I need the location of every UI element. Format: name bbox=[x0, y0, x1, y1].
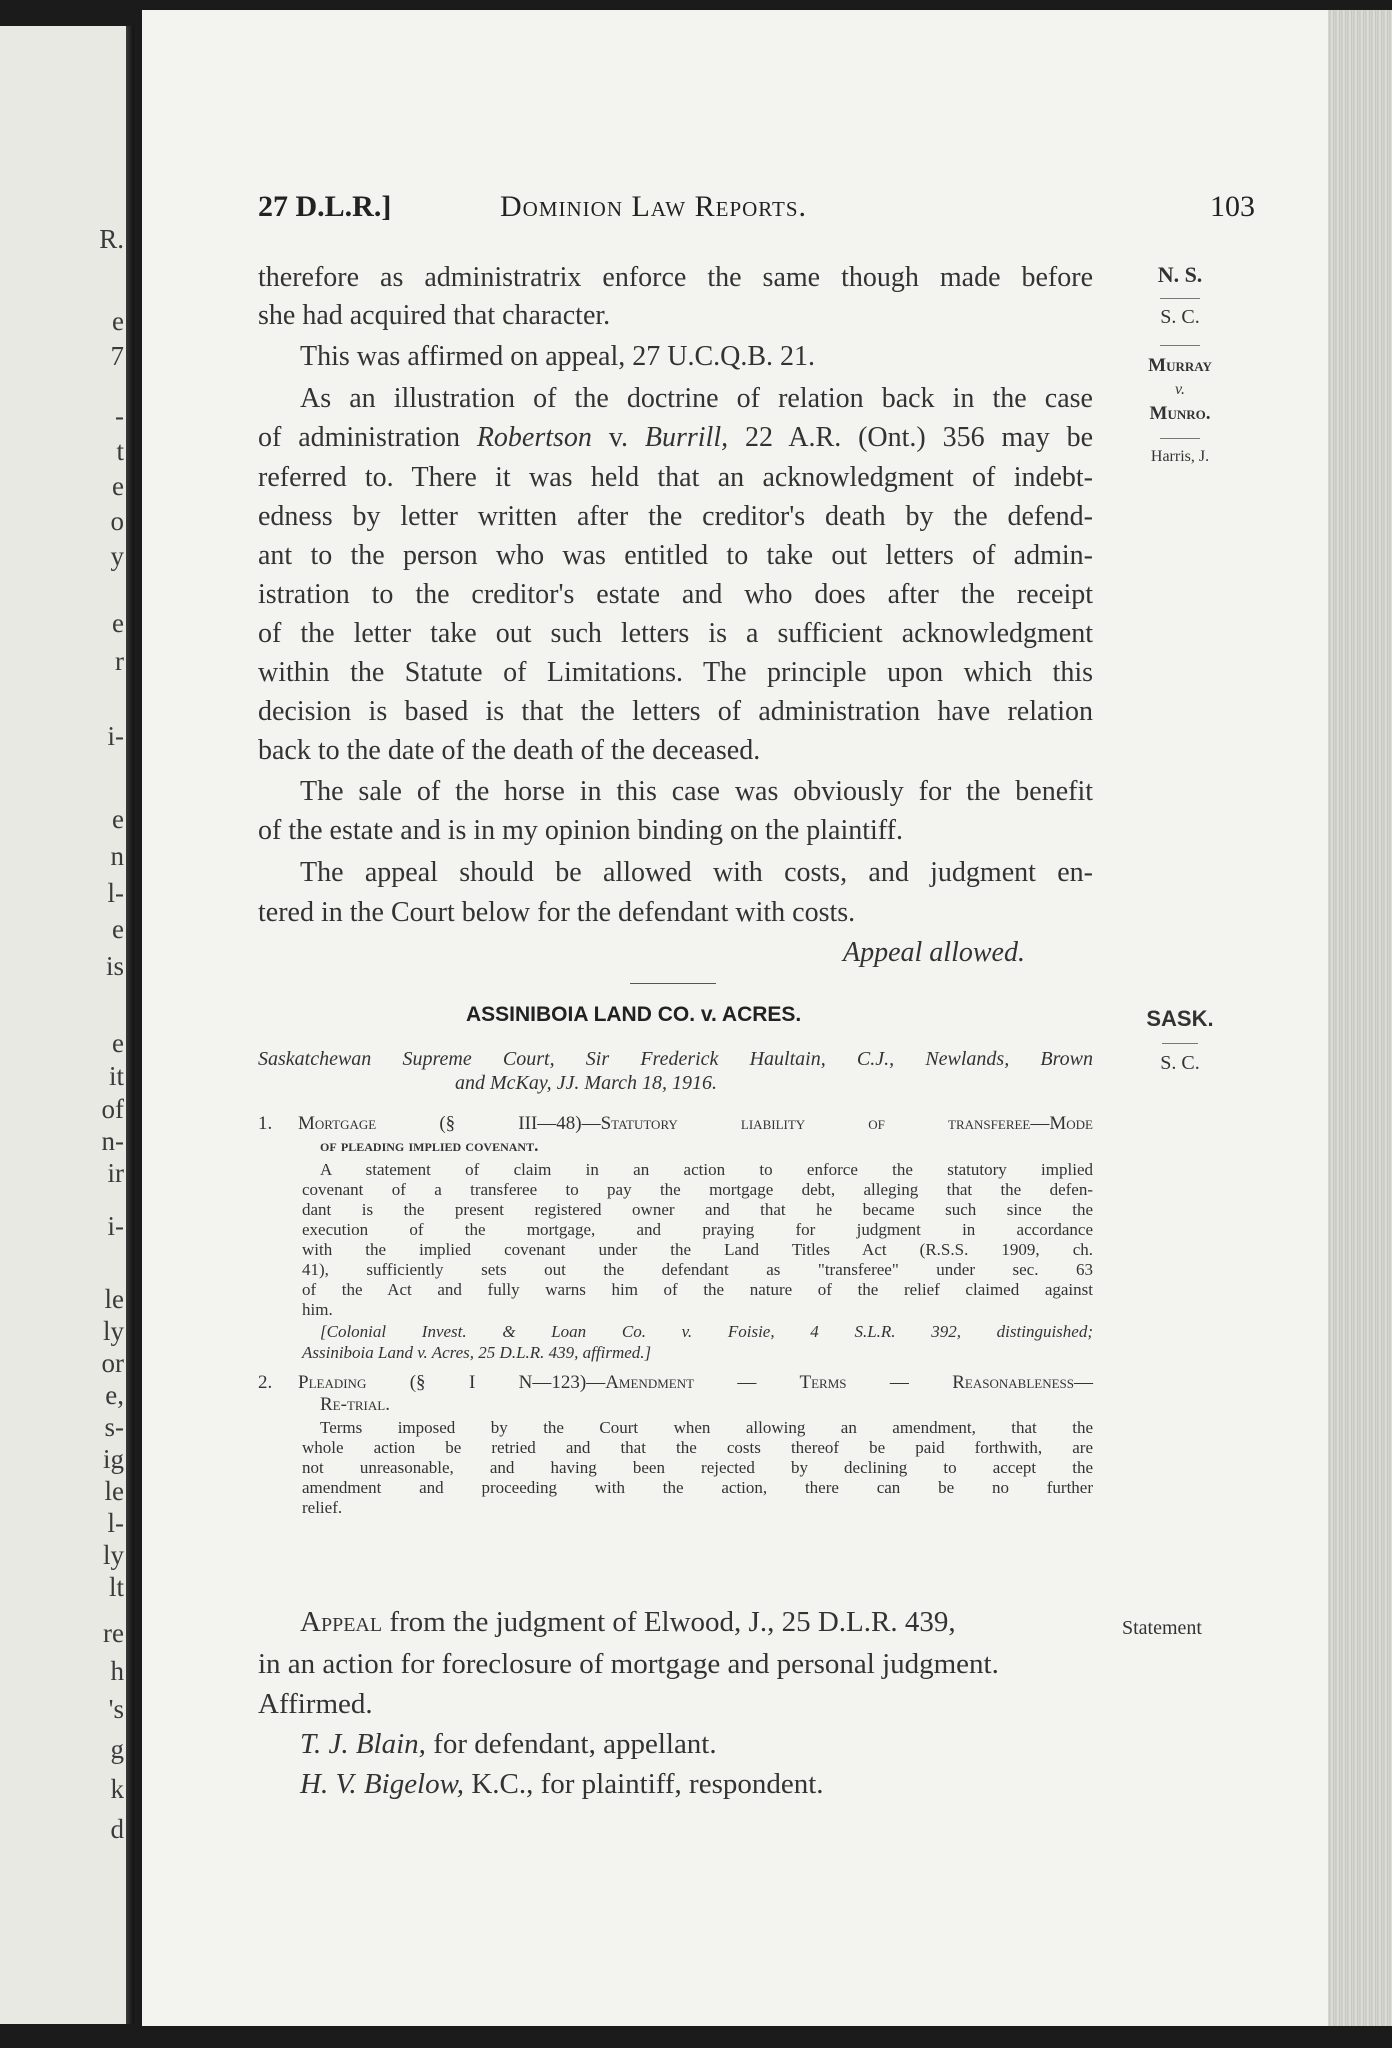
headnote-line: him. bbox=[302, 1300, 333, 1319]
headnote-number: 1. bbox=[258, 1113, 273, 1134]
headnote-line: whole action be retried and that the costs thereof be paid forthwith, are bbox=[302, 1438, 1093, 1457]
body-line: ant to the person who was entitled to take out letters of admin- bbox=[258, 540, 1093, 571]
sidebar-court: S. C. bbox=[1160, 306, 1200, 328]
headnote-line: dant is the present registered owner and that he became such since the bbox=[302, 1200, 1093, 1219]
body-line: istration to the creditor's estate and who does after the receipt bbox=[258, 579, 1093, 610]
sidebar-party1: Murray bbox=[1148, 355, 1212, 376]
counsel-role: K.C., for plaintiff, respondent. bbox=[464, 1768, 824, 1800]
body-line: referred to. There it was held that an acknowledgment of indebt- bbox=[258, 462, 1093, 493]
headnote-number: 2. bbox=[258, 1372, 273, 1393]
citation-suffix: 22 A.R. (Ont.) 356 may be bbox=[728, 422, 1093, 453]
left-fragment: l- bbox=[107, 1508, 124, 1538]
sidebar-province-sask: SASK. bbox=[1146, 1006, 1214, 1031]
headnote-heading: Re-trial. bbox=[320, 1394, 390, 1415]
body-line: decision is based is that the letters of administration have relation bbox=[258, 696, 1093, 727]
case-name2: Burrill, bbox=[644, 422, 729, 453]
left-fragment: e, bbox=[105, 1380, 124, 1410]
counsel-role: for defendant, appellant. bbox=[425, 1728, 717, 1760]
header-title: Dominion Law Reports. bbox=[500, 190, 808, 223]
body-line: edness by letter written after the creditor's death by the defend- bbox=[258, 501, 1093, 532]
statement-line: in an action for foreclosure of mortgage and personal judgment. bbox=[258, 1648, 999, 1680]
headnote-line: covenant of a transferee to pay the mortgage debt, alleging that the defen- bbox=[302, 1180, 1093, 1199]
left-fragment: it bbox=[108, 1061, 124, 1091]
left-fragment: h bbox=[110, 1656, 124, 1686]
sidebar-rule bbox=[1160, 438, 1200, 439]
case-name: Robertson bbox=[476, 422, 592, 453]
case-title: ASSINIBOIA LAND CO. v. ACRES. bbox=[466, 1003, 802, 1026]
headnote-citation: [Colonial Invest. & Loan Co. v. Foisie, 4 S.L.R. 392, distinguished; bbox=[320, 1322, 1093, 1341]
headnote-line: Terms imposed by the Court when allowing an amendment, that the bbox=[320, 1418, 1093, 1437]
left-fragment: y bbox=[110, 541, 124, 571]
body-line: This was affirmed on appeal, 27 U.C.Q.B. 21. bbox=[300, 341, 816, 372]
statement-line bbox=[300, 1606, 956, 1639]
left-fragment: ly bbox=[102, 1316, 124, 1346]
headnote-line: A statement of claim in an action to enforce the statutory implied bbox=[320, 1160, 1093, 1179]
sidebar-rule bbox=[1162, 1043, 1198, 1044]
headnote-line: with the implied covenant under the Land Titles Act (R.S.S. 1909, ch. bbox=[302, 1240, 1093, 1259]
headnote-citation: Assiniboia Land v. Acres, 25 D.L.R. 439, affirmed.] bbox=[302, 1343, 652, 1362]
left-fragment: lt bbox=[108, 1572, 124, 1602]
left-fragment: le bbox=[104, 1476, 124, 1506]
body-line: tered in the Court below for the defendant with costs. bbox=[258, 897, 856, 928]
left-fragment: r bbox=[115, 646, 124, 676]
headnote-line: not unreasonable, and having been rejected by declining to accept the bbox=[302, 1458, 1093, 1477]
left-fragment: e bbox=[112, 306, 124, 336]
citation-prefix: of administration bbox=[258, 422, 477, 453]
left-fragment: e bbox=[112, 608, 124, 638]
sidebar-court-sask: S. C. bbox=[1160, 1052, 1200, 1074]
left-fragment: is bbox=[105, 951, 124, 981]
left-fragment: ir bbox=[107, 1158, 124, 1188]
headnote-line: execution of the mortgage, and praying for judgment in accordance bbox=[302, 1220, 1093, 1239]
left-fragment: ly bbox=[102, 1540, 124, 1570]
left-page-edge bbox=[0, 26, 134, 2024]
page-number: 103 bbox=[1210, 190, 1255, 223]
left-fragment: o bbox=[110, 506, 124, 536]
court-line: Saskatchewan Supreme Court, Sir Frederick Haultain, C.J., Newlands, Brown bbox=[258, 1048, 1093, 1070]
body-line-with-citation bbox=[258, 422, 1093, 454]
headnote-heading: Pleading (§ I N—123)—Amendment — Terms — Reasonableness— bbox=[298, 1372, 1093, 1393]
left-fragment: g bbox=[110, 1734, 124, 1764]
left-fragment: n- bbox=[101, 1126, 124, 1156]
body-line: within the Statute of Limitations. The principle upon which this bbox=[258, 657, 1093, 688]
left-fragment: ig bbox=[102, 1444, 124, 1474]
court-line: and McKay, JJ. March 18, 1916. bbox=[455, 1072, 717, 1094]
citation-v bbox=[592, 422, 609, 453]
left-fragment: re bbox=[103, 1618, 124, 1648]
section-divider bbox=[630, 983, 716, 984]
sidebar-judge: Harris, J. bbox=[1150, 448, 1210, 465]
left-fragment: 7 bbox=[110, 341, 124, 371]
headnote-line: 41), sufficiently sets out the defendant as "transferee" under sec. 63 bbox=[302, 1260, 1093, 1279]
left-fragment: of bbox=[101, 1094, 124, 1124]
left-fragment: e bbox=[112, 804, 124, 834]
sidebar-rule bbox=[1160, 345, 1200, 346]
headnote-heading: Mortgage (§ III—48)—Statutory liability of transferee—Mode bbox=[298, 1113, 1093, 1134]
left-fragment: t bbox=[116, 436, 124, 466]
left-fragment: e bbox=[112, 1028, 124, 1058]
body-line: therefore as administratrix enforce the same though made before bbox=[258, 262, 1093, 293]
headnote-line: relief. bbox=[302, 1498, 343, 1517]
statement-side-label: Statement bbox=[1122, 1617, 1202, 1639]
left-fragment: k bbox=[110, 1774, 124, 1804]
page-edges bbox=[1328, 10, 1392, 2026]
body-line: The appeal should be allowed with costs, and judgment en- bbox=[300, 857, 1093, 888]
counsel-line bbox=[300, 1728, 717, 1761]
sidebar-rule bbox=[1160, 298, 1200, 299]
body-line: The sale of the horse in this case was obviously for the benefit bbox=[300, 776, 1093, 807]
body-line: of the estate and is in my opinion binding on the plaintiff. bbox=[258, 815, 903, 846]
counsel-name: T. J. Blain, bbox=[300, 1728, 426, 1760]
left-fragment: or bbox=[101, 1348, 124, 1378]
left-fragment: le bbox=[104, 1284, 124, 1314]
left-fragment: e bbox=[112, 471, 124, 501]
left-fragment: l- bbox=[107, 878, 124, 908]
left-fragment: i- bbox=[107, 1211, 124, 1241]
sidebar-party2: Munro. bbox=[1149, 403, 1211, 424]
left-fragment: s- bbox=[104, 1412, 124, 1442]
left-fragment: d bbox=[110, 1814, 124, 1844]
left-fragment: n bbox=[110, 841, 124, 871]
sidebar-versus: v. bbox=[1175, 381, 1185, 398]
sidebar-province: N. S. bbox=[1157, 262, 1203, 287]
statement-line1-rest: from the judgment of Elwood, J., 25 D.L.R. 439, bbox=[382, 1606, 956, 1638]
body-line: she had acquired that character. bbox=[258, 300, 611, 331]
headnote-line: of the Act and fully warns him of the nature of the relief claimed against bbox=[302, 1280, 1093, 1299]
book-spine bbox=[126, 26, 134, 2024]
body-line: As an illustration of the doctrine of relation back in the case bbox=[300, 383, 1093, 414]
case-versus: v. bbox=[608, 422, 628, 453]
header-volume: 27 D.L.R.] bbox=[258, 190, 392, 223]
left-fragment: R. bbox=[99, 224, 124, 254]
left-fragment: - bbox=[115, 401, 124, 431]
counsel-line bbox=[300, 1768, 824, 1801]
statement-line: Affirmed. bbox=[258, 1688, 373, 1720]
body-line: of the letter take out such letters is a sufficient acknowledgment bbox=[258, 618, 1093, 649]
statement-lead: Appeal bbox=[300, 1606, 383, 1638]
left-fragment: e bbox=[112, 914, 124, 944]
counsel-name: H. V. Bigelow, bbox=[300, 1768, 465, 1800]
body-line: back to the date of the death of the deceased. bbox=[258, 735, 761, 766]
left-fragment: 's bbox=[108, 1694, 124, 1724]
left-fragment: i- bbox=[107, 721, 124, 751]
headnote-line: amendment and proceeding with the action, there can be no further bbox=[302, 1478, 1093, 1497]
headnote-heading: of pleading implied covenant. bbox=[320, 1136, 539, 1155]
appeal-result: Appeal allowed. bbox=[843, 937, 1025, 968]
